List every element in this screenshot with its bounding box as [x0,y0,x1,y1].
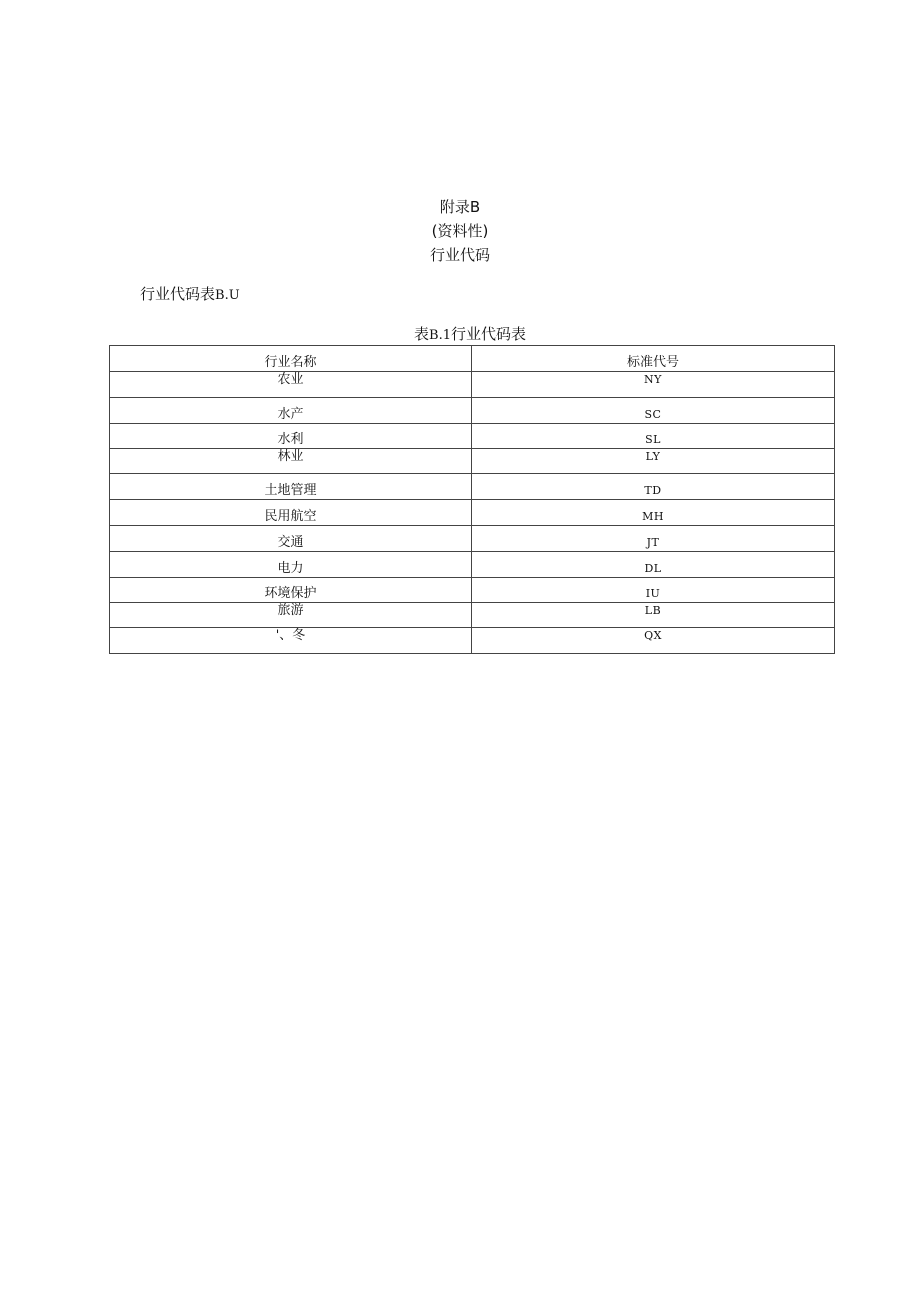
table-row [110,398,835,424]
row-standard-code-text: SL [645,433,661,446]
row-industry-name: 土地管理 [110,474,472,500]
row-standard-code [472,372,835,398]
row-standard-code-text: SC [644,408,662,421]
row-industry-name: 农业 [110,372,472,398]
section-heading [140,284,240,306]
table-caption [0,324,920,346]
row-industry-name: 环境保护 [110,578,472,603]
row-standard-code-text: NY [644,373,662,386]
row-standard-code-text: QX [644,629,662,642]
row-industry-name: 水产 [110,398,472,424]
appendix-nature: (资料性) [431,222,489,240]
row-standard-code [472,603,835,628]
table-row [110,500,835,526]
table-row [110,372,835,398]
row-standard-code [472,398,835,424]
row-industry-name: 交通 [110,526,472,552]
row-industry-name: 旅游 [110,603,472,628]
appendix-subject: 行业代码 [429,246,490,264]
row-standard-code-text: DL [644,562,662,575]
row-standard-code [472,552,835,578]
table-row [110,526,835,552]
table-caption-number: B.1 [429,328,451,343]
table-caption-prefix: 表 [414,325,430,343]
table-header-row [110,346,835,372]
table-row [110,628,835,654]
row-standard-code-text: LY [645,450,661,463]
section-heading-text: 行业代码表 [140,285,216,303]
row-standard-code-text: JT [646,536,660,549]
table-row [110,578,835,603]
row-standard-code-text: TD [644,484,662,497]
row-standard-code [472,474,835,500]
row-standard-code [472,628,835,654]
row-industry-name: 林业 [110,449,472,474]
table-row [110,603,835,628]
row-standard-code [472,526,835,552]
table-row [110,449,835,474]
row-industry-name: '、冬 [110,628,472,654]
row-industry-name: 电力 [110,552,472,578]
table-caption-title: 行业代码表 [450,325,526,343]
table-row [110,474,835,500]
appendix-title: 附录B [439,198,481,216]
row-standard-code [472,449,835,474]
row-standard-code [472,424,835,449]
row-industry-name: 水利 [110,424,472,449]
row-standard-code-text: MH [642,510,664,523]
row-standard-code [472,500,835,526]
row-standard-code-text: IU [645,587,661,600]
table-row [110,424,835,449]
industry-code-table [109,345,835,654]
row-standard-code-text: LB [644,604,662,617]
row-standard-code [472,578,835,603]
header-standard-code: 标准代号 [472,346,835,372]
row-industry-name: 民用航空 [110,500,472,526]
header-industry-name: 行业名称 [110,346,472,372]
section-heading-suffix: B.U [215,288,240,303]
table-row [110,552,835,578]
